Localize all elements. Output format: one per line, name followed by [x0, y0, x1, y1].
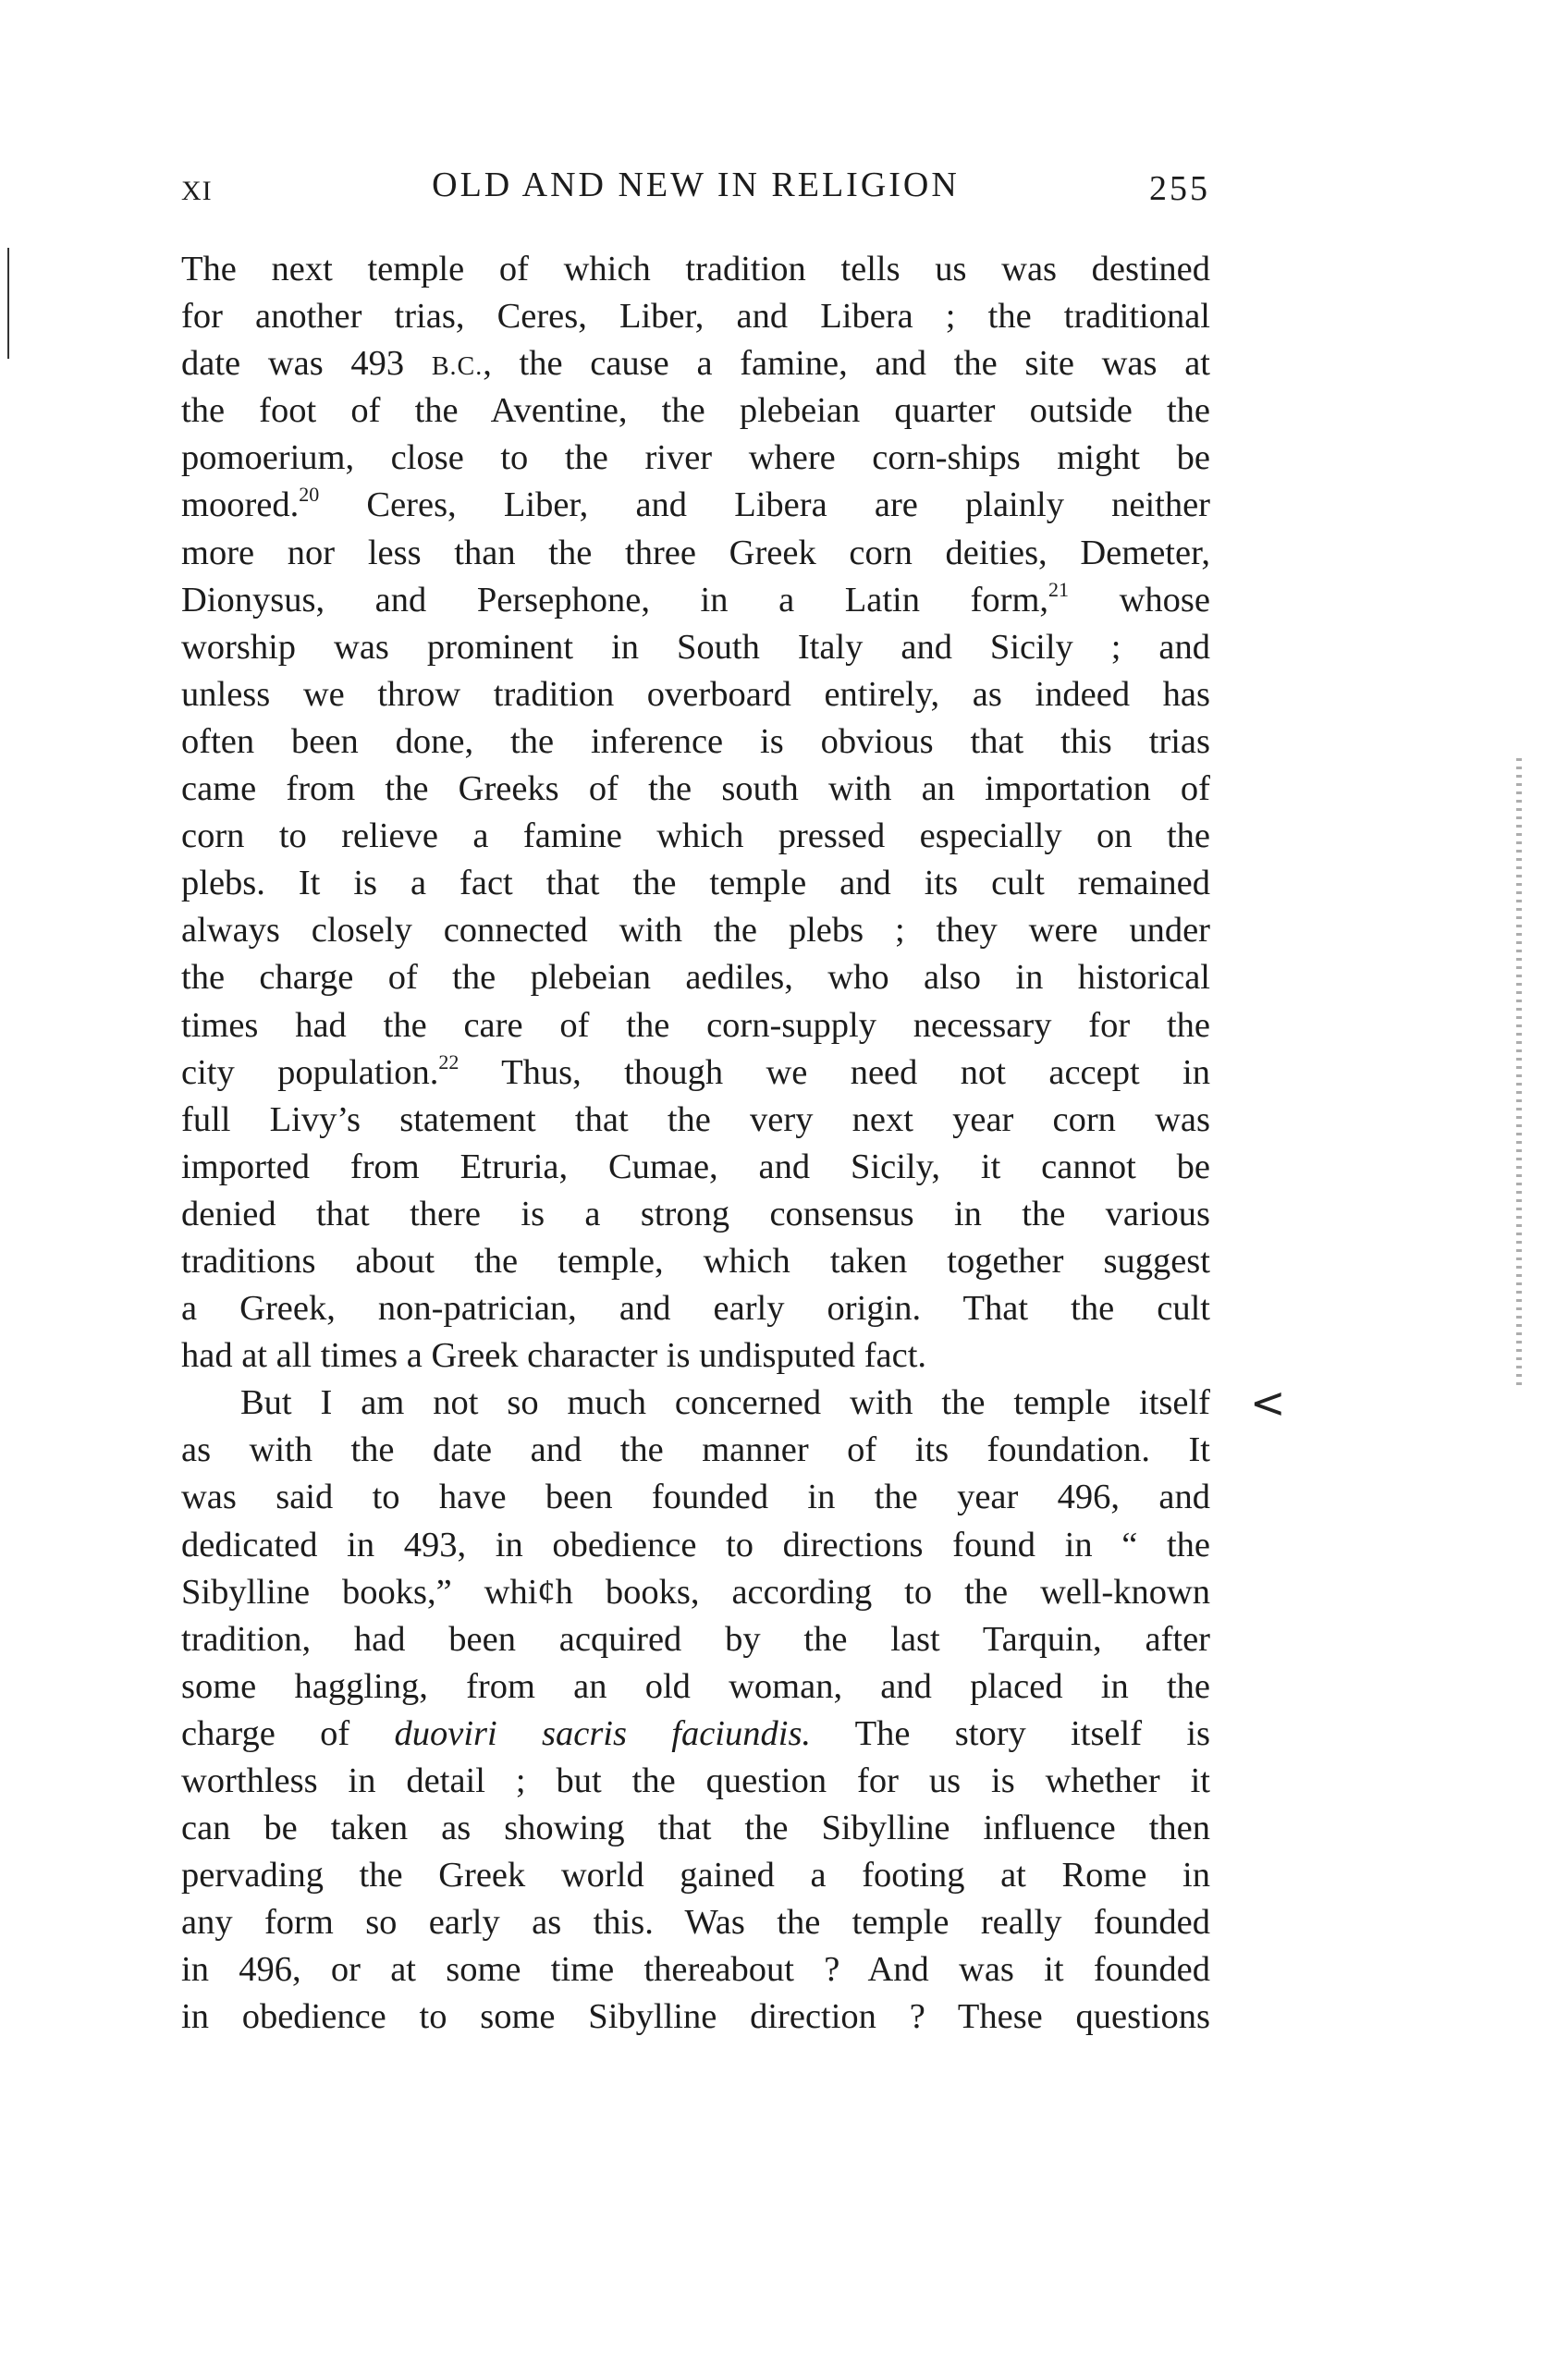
line-text: But I am not so much concerned with the temple itself: [240, 1383, 1210, 1423]
right-edge-shadow: [1516, 758, 1522, 1387]
text-line: [181, 1946, 1210, 1994]
text-line: [181, 1852, 1210, 1899]
text-line: [181, 1380, 1210, 1427]
text-line: [181, 340, 1210, 387]
line-text: came from the Greeks of the south with an importation of: [181, 769, 1210, 809]
text-line: [181, 1097, 1210, 1144]
footnote-ref: 20: [299, 483, 320, 507]
line-text: corn to relieve a famine which pressed especially on the: [181, 816, 1210, 856]
text-line: [181, 671, 1210, 718]
line-text: dedicated in 493, in obedience to directions found in “ the: [181, 1525, 1210, 1564]
text-line: [181, 907, 1210, 954]
line-text: The story itself is: [811, 1713, 1210, 1753]
line-text: unless we throw tradition overboard entirely, as indeed has: [181, 674, 1210, 714]
text-line: [181, 1002, 1210, 1049]
line-text: any form so early as this. Was the temple really founded: [181, 1903, 1210, 1943]
text-line: [181, 1569, 1210, 1616]
text-line: [181, 435, 1210, 482]
line-text: , the cause a famine, and the site was at: [483, 344, 1210, 384]
text-line: [181, 1474, 1210, 1521]
line-text: pomoerium, close to the river where corn-ships might be: [181, 438, 1210, 478]
text-line: [181, 1427, 1210, 1474]
text-line: [181, 766, 1210, 813]
line-text: full Livy’s statement that the very next year corn was: [181, 1099, 1210, 1139]
text-line: [181, 860, 1210, 907]
line-text: the charge of the plebeian aediles, who also in historical: [181, 958, 1210, 998]
line-text: whose: [1069, 580, 1211, 620]
margin-annotation-mark: <: [1250, 1378, 1286, 1428]
running-header: [181, 165, 1210, 220]
line-text: some haggling, from an old woman, and placed in the: [181, 1666, 1210, 1706]
line-text: charge of: [181, 1713, 395, 1753]
text-line: [181, 1049, 1210, 1097]
italic-text: duoviri sacris faciundis.: [394, 1713, 812, 1753]
text-line: [181, 293, 1210, 340]
line-text: Thus, though we need not accept in: [459, 1052, 1210, 1092]
text-line: [181, 530, 1210, 577]
line-text: city population.: [181, 1052, 439, 1092]
line-text: in obedience to some Sibylline direction ? These questions: [181, 1997, 1210, 2037]
line-text: for another trias, Ceres, Liber, and Libera ; the traditional: [181, 297, 1210, 337]
text-line: [181, 482, 1210, 529]
text-line: [181, 1616, 1210, 1663]
line-text: more nor less than the three Greek corn deities, Demeter,: [181, 533, 1210, 572]
line-text: often been done, the inference is obvious that this trias: [181, 721, 1210, 761]
text-line: [181, 1805, 1210, 1852]
line-text: times had the care of the corn-supply necessary for the: [181, 1005, 1210, 1045]
line-text: was said to have been founded in the year 496, and: [181, 1478, 1210, 1517]
text-line: [181, 1522, 1210, 1569]
text-line: [181, 387, 1210, 435]
line-text: Ceres, Liber, and Libera are plainly neither: [319, 485, 1210, 525]
line-text: The next temple of which tradition tells us was destined: [181, 250, 1210, 288]
line-text: as with the date and the manner of its foundation. It: [181, 1430, 1210, 1470]
line-text: in 496, or at some time thereabout ? And was it founded: [181, 1950, 1210, 1990]
line-text: Sibylline books,” whi¢h books, according to the well-known: [181, 1572, 1210, 1612]
footnote-ref: 22: [438, 1049, 459, 1073]
line-text: plebs. It is a fact that the temple and its cult remained: [181, 864, 1210, 903]
chapter-number: XI: [181, 176, 213, 206]
text-line: [181, 954, 1210, 1001]
text-line: [181, 1663, 1210, 1711]
line-text: had at all times a Greek character is undisputed fact.: [181, 1336, 927, 1376]
line-text: imported from Etruria, Cumae, and Sicily, it cannot be: [181, 1147, 1210, 1186]
text-line: [181, 1144, 1210, 1191]
running-title: OLD AND NEW IN RELIGION: [432, 166, 960, 204]
line-text: pervading the Greek world gained a footing at Rome in: [181, 1856, 1210, 1895]
text-line: [181, 813, 1210, 860]
body-text: [181, 246, 1210, 2042]
line-text: moored.: [181, 485, 300, 525]
text-line: [181, 718, 1210, 766]
line-text: can be taken as showing that the Sibylline influence then: [181, 1809, 1210, 1848]
text-line: [181, 624, 1210, 671]
line-text: Dionysus, and Persephone, in a Latin form,: [181, 580, 1049, 620]
line-text: tradition, had been acquired by the last Tarquin, after: [181, 1619, 1210, 1659]
page-number: 255: [1149, 169, 1210, 208]
small-caps-text: B.C.: [431, 352, 484, 382]
text-line: [181, 1758, 1210, 1805]
left-margin-rule: [7, 248, 9, 359]
text-line: [181, 1238, 1210, 1285]
footnote-ref: 21: [1048, 577, 1070, 601]
line-text: worship was prominent in South Italy and Sicily ; and: [181, 627, 1210, 667]
line-text: the foot of the Aventine, the plebeian quarter outside the: [181, 391, 1210, 431]
line-text: denied that there is a strong consensus in the various: [181, 1194, 1210, 1233]
text-line: [181, 1332, 1210, 1380]
text-line: [181, 1899, 1210, 1946]
line-text: date was 493: [181, 344, 432, 384]
text-line: [181, 1285, 1210, 1332]
line-text: always closely connected with the plebs ; they were under: [181, 911, 1210, 951]
line-text: traditions about the temple, which taken together suggest: [181, 1241, 1210, 1281]
text-line: [181, 246, 1210, 293]
text-line: [181, 577, 1210, 624]
line-text: worthless in detail ; but the question for us is whether it: [181, 1761, 1210, 1800]
text-line: [181, 1191, 1210, 1238]
line-text: a Greek, non-patrician, and early origin. That the cult: [181, 1289, 1210, 1329]
text-line: [181, 1994, 1210, 2041]
text-line: [181, 1711, 1210, 1758]
